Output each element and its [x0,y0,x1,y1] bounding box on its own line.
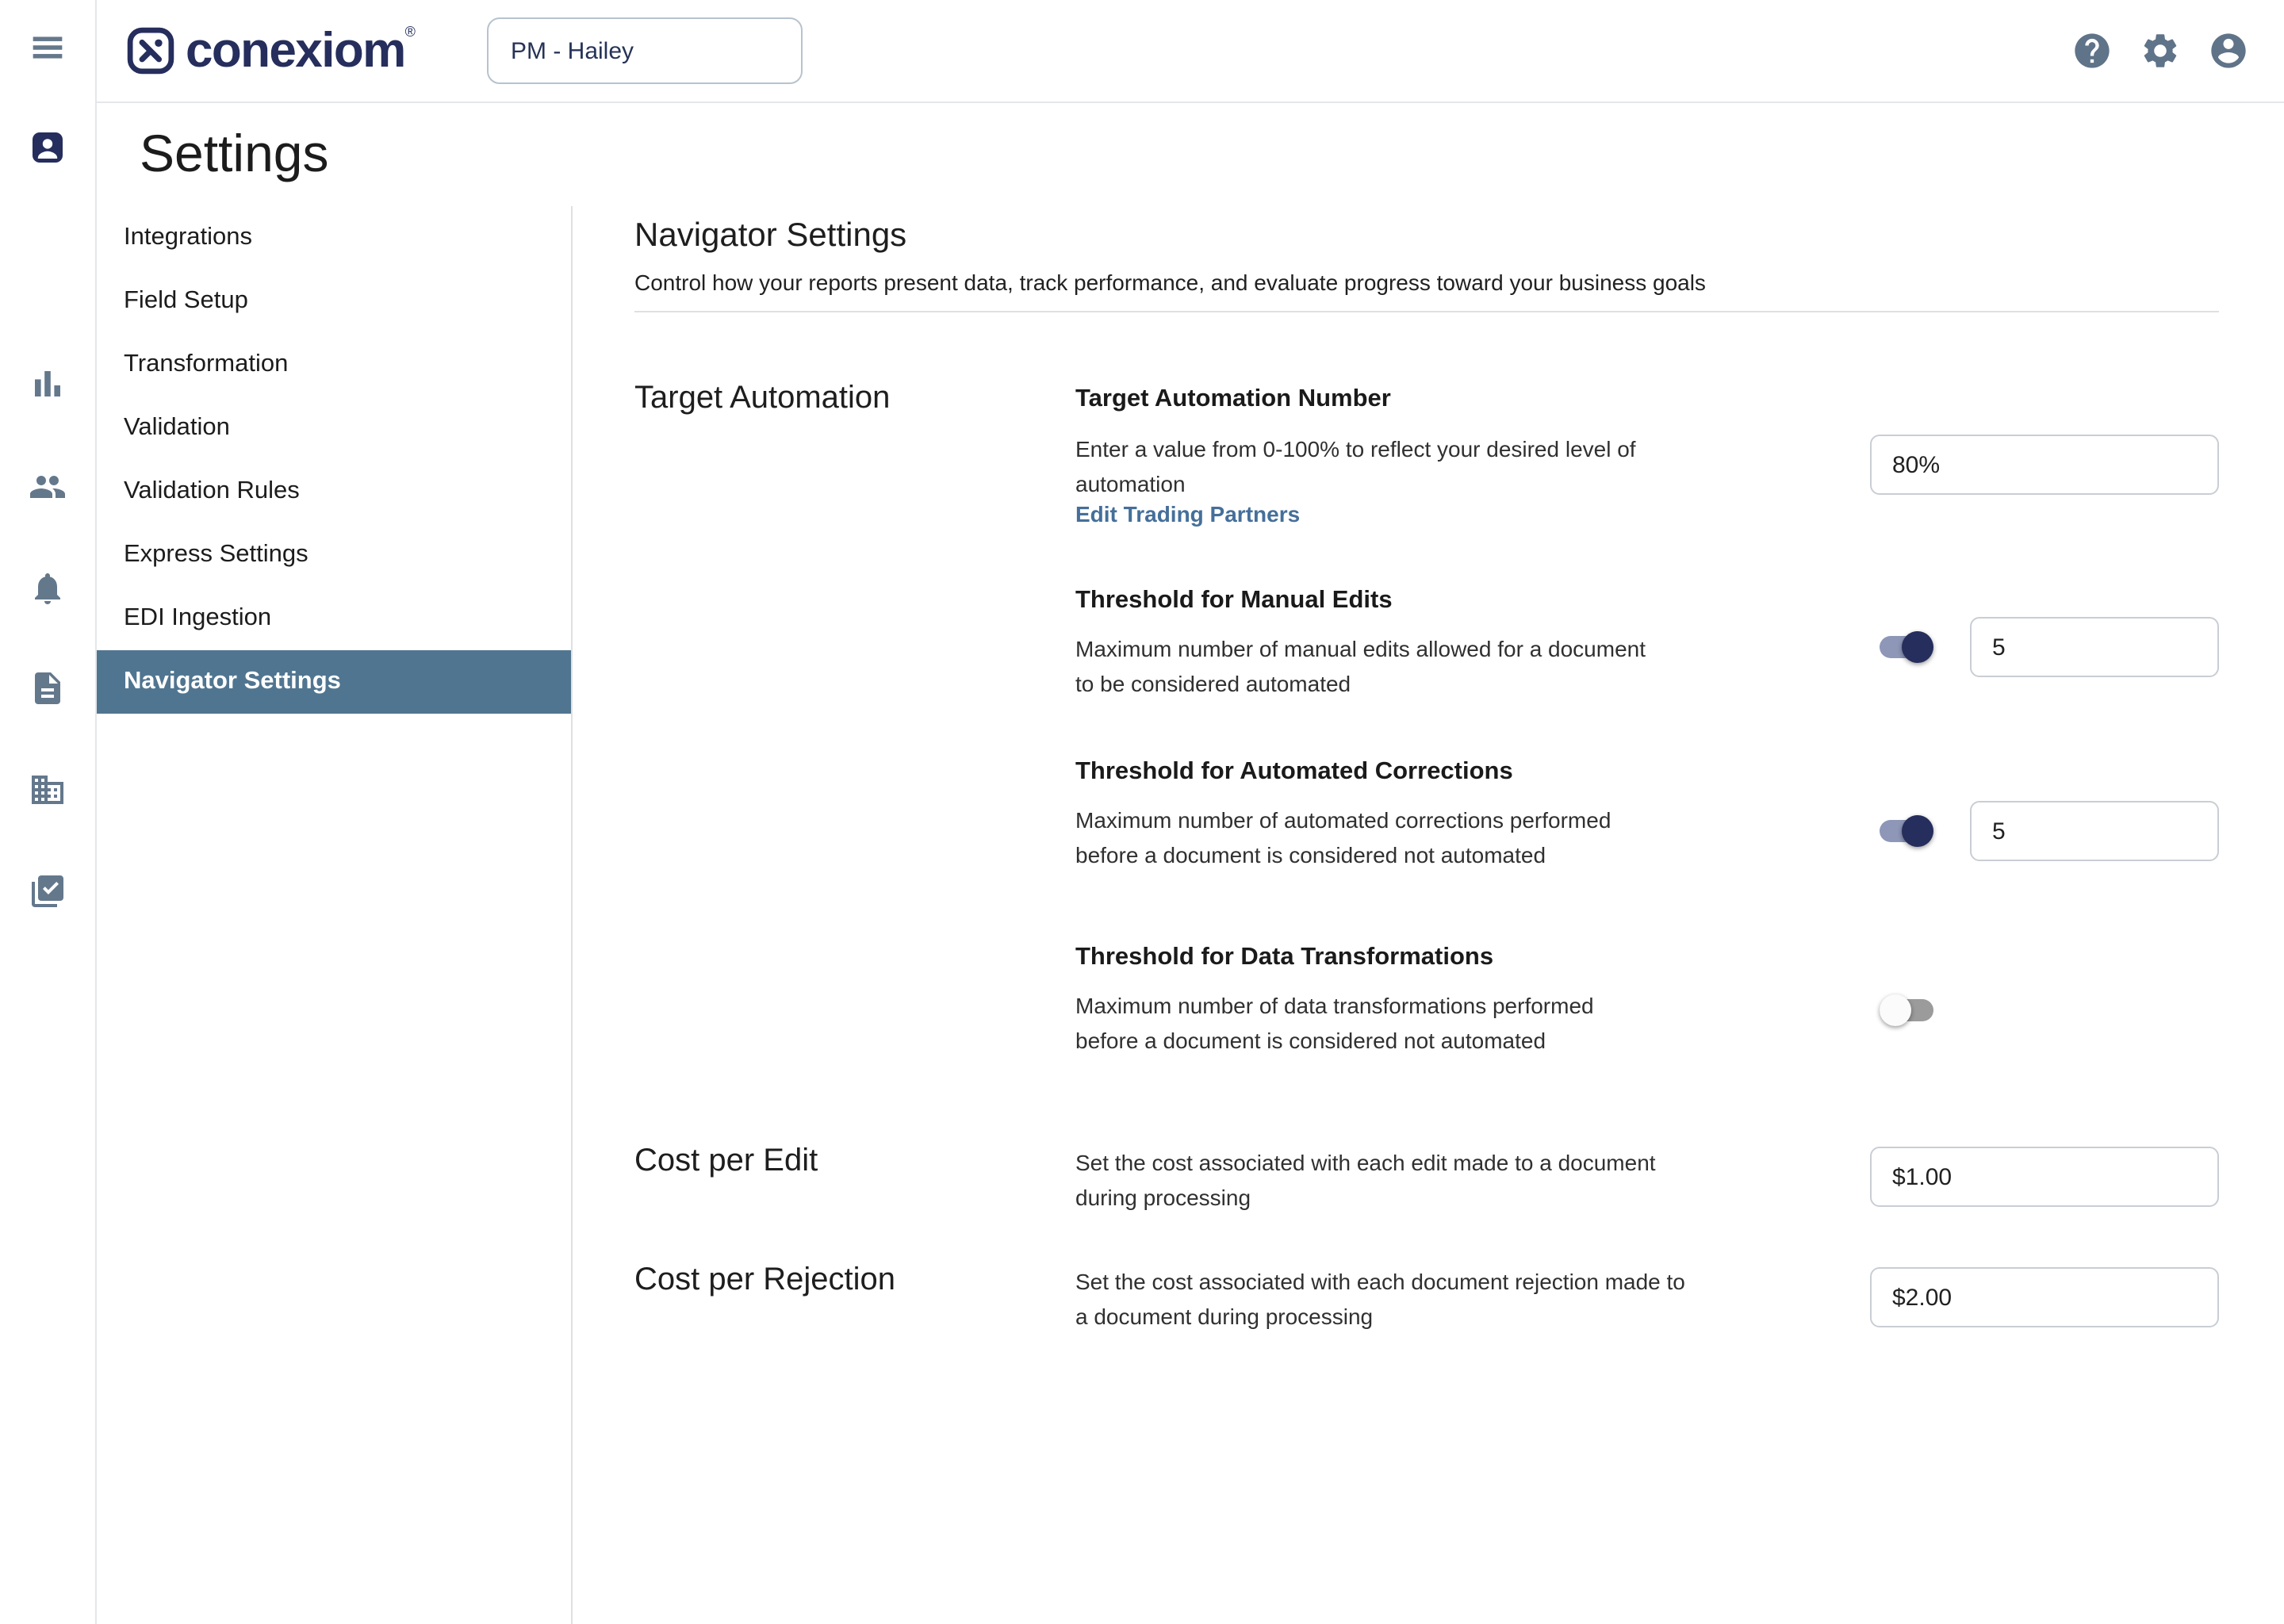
tasks-check-icon [29,872,67,910]
cost-per-rejection-description: Set the cost associated with each document rejection made to a document during processing [1075,1269,1685,1329]
content-title: Navigator Settings [634,217,907,254]
target-automation-number-input[interactable] [1870,435,2219,495]
menu-item-field-setup[interactable]: Field Setup [124,287,248,314]
hamburger-icon [30,30,65,65]
app-header [97,0,2284,103]
rail-analytics-button[interactable] [29,365,67,403]
manual-edits-title: Threshold for Manual Edits [1075,587,1393,614]
content-divider [634,311,2219,312]
automated-corrections-title: Threshold for Automated Corrections [1075,758,1513,785]
manual-edits-input[interactable] [1970,617,2219,677]
people-icon [29,468,67,506]
rail-users-button[interactable] [29,468,67,506]
manual-edits-toggle[interactable] [1880,631,1933,663]
target-automation-number-title: Target Automation Number [1075,385,1391,412]
settings-gear-button[interactable] [2140,30,2181,71]
toggle-thumb [1880,994,1911,1026]
data-transformations-toggle[interactable] [1880,994,1933,1026]
account-badge-icon [29,128,67,167]
help-button[interactable] [2071,30,2113,71]
bell-icon [29,569,67,607]
conexiom-logo [127,21,416,81]
cost-per-rejection-input[interactable] [1870,1267,2219,1327]
rail-tasks-button[interactable] [29,872,67,910]
help-icon [2071,30,2113,71]
cost-per-edit-description: Set the cost associated with each edit made to a document during processing [1075,1150,1656,1210]
conexiom-logo-icon [127,27,174,75]
menu-item-validation-rules[interactable]: Validation Rules [124,477,300,504]
gear-icon [2140,30,2181,71]
section-label-target-automation: Target Automation [634,381,891,416]
menu-divider [571,206,573,1624]
edit-trading-partners-link[interactable]: Edit Trading Partners [1075,501,1301,527]
cost-per-edit-input[interactable] [1870,1147,2219,1207]
left-rail [0,0,97,1624]
logo-wordmark: conexiom [186,22,405,78]
toggle-thumb [1902,631,1933,663]
section-label-cost-per-edit: Cost per Edit [634,1143,818,1178]
rail-notifications-button[interactable] [29,569,67,607]
menu-item-express-settings[interactable]: Express Settings [124,541,308,568]
page-title: Settings [140,124,329,182]
automated-corrections-description: Maximum number of automated corrections performed before a document is considered not automated [1075,807,1611,868]
account-circle-icon [2208,30,2249,71]
data-transformations-title: Threshold for Data Transformations [1075,944,1494,971]
building-icon [29,771,67,809]
target-automation-number-description: Enter a value from 0-100% to reflect your desired level of automation [1075,436,1636,496]
team-selector[interactable]: PM - Hailey [487,17,803,84]
rail-company-button[interactable] [29,771,67,809]
manual-edits-description: Maximum number of manual edits allowed for a document to be considered automated [1075,636,1646,696]
automated-corrections-input[interactable] [1970,801,2219,861]
settings-menu [97,206,571,714]
menu-item-transformation[interactable]: Transformation [124,350,289,377]
toggle-thumb [1902,815,1933,847]
menu-item-integrations[interactable]: Integrations [124,224,252,251]
hamburger-menu-button[interactable] [30,30,65,65]
menu-item-validation[interactable]: Validation [124,414,230,441]
section-label-cost-per-rejection: Cost per Rejection [634,1262,896,1297]
logo-registered-mark: ® [404,24,416,40]
data-transformations-description: Maximum number of data transformations performed before a document is considered not automated [1075,993,1594,1053]
rail-documents-button[interactable] [29,669,67,707]
content-subtitle: Control how your reports present data, track performance, and evaluate progress toward your business goals [634,270,1706,295]
rail-account-badge-button[interactable] [29,128,67,167]
menu-item-edi-ingestion[interactable]: EDI Ingestion [124,604,272,631]
bar-chart-icon [29,365,67,403]
account-button[interactable] [2208,30,2249,71]
automated-corrections-toggle[interactable] [1880,815,1933,847]
menu-item-navigator-settings[interactable]: Navigator Settings [97,650,571,714]
document-icon [29,669,67,707]
